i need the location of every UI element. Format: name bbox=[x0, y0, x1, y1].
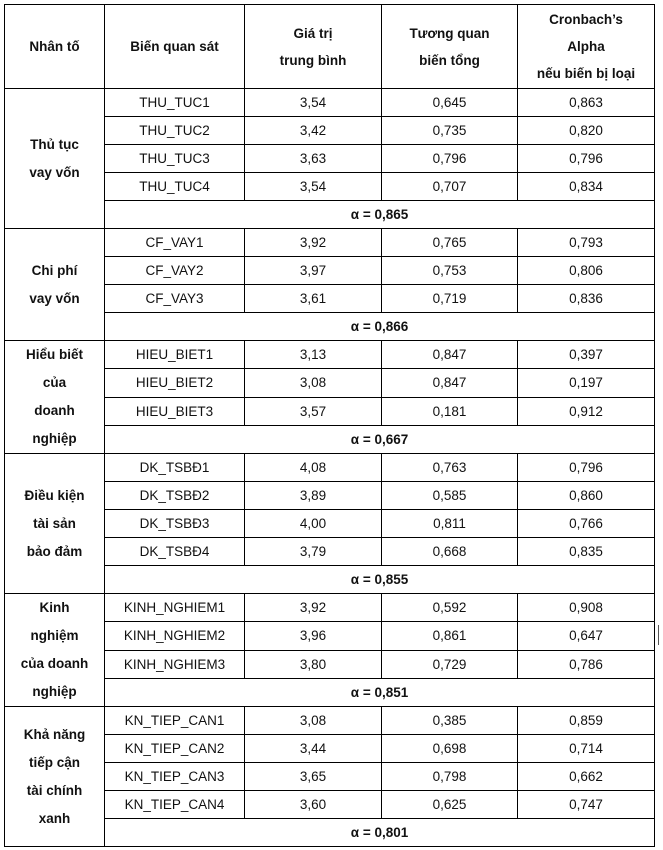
mean-cell: 3,54 bbox=[245, 89, 382, 117]
alpha-if-deleted-cell: 0,766 bbox=[518, 510, 655, 538]
table-body bbox=[5, 89, 655, 847]
correlation-cell: 0,385 bbox=[382, 707, 518, 735]
variable-cell: HIEU_BIET2 bbox=[105, 369, 245, 397]
factor-line: của doanh bbox=[20, 656, 89, 671]
factor-line: vay vốn bbox=[29, 164, 80, 180]
correlation-cell: 0,735 bbox=[382, 117, 518, 145]
factor-cell bbox=[5, 229, 105, 341]
mean-cell: 3,63 bbox=[245, 145, 382, 173]
alpha-if-deleted-cell: 0,796 bbox=[518, 145, 655, 173]
mean-cell: 3,60 bbox=[245, 791, 382, 819]
factor-line: nghiệp bbox=[32, 684, 77, 699]
variable-cell: HIEU_BIET1 bbox=[105, 341, 245, 369]
variable-cell: KN_TIEP_CAN4 bbox=[105, 791, 245, 819]
group-alpha-cell: α = 0,855 bbox=[105, 566, 655, 594]
alpha-if-deleted-cell: 0,397 bbox=[518, 341, 655, 369]
header-alpha-line2: Alpha bbox=[567, 39, 605, 54]
table-row bbox=[5, 229, 655, 257]
correlation-cell: 0,592 bbox=[382, 594, 518, 622]
correlation-cell: 0,645 bbox=[382, 89, 518, 117]
alpha-if-deleted-cell: 0,197 bbox=[518, 369, 655, 397]
correlation-cell: 0,753 bbox=[382, 257, 518, 285]
alpha-if-deleted-cell: 0,796 bbox=[518, 454, 655, 482]
variable-cell: CF_VAY2 bbox=[105, 257, 245, 285]
correlation-cell: 0,707 bbox=[382, 173, 518, 201]
mean-cell: 3,44 bbox=[245, 735, 382, 763]
header-corr-line1: Tương quan bbox=[409, 25, 490, 41]
variable-cell: KN_TIEP_CAN3 bbox=[105, 763, 245, 791]
alpha-if-deleted-cell: 0,747 bbox=[518, 791, 655, 819]
header-alpha-line3: nếu biến bị loại bbox=[536, 66, 636, 81]
header-row bbox=[5, 5, 655, 89]
factor-line: tài chính bbox=[26, 782, 83, 798]
variable-cell: KINH_NGHIEM1 bbox=[105, 594, 245, 622]
alpha-if-deleted-cell: 0,836 bbox=[518, 285, 655, 313]
correlation-cell: 0,698 bbox=[382, 735, 518, 763]
alpha-if-deleted-cell: 0,860 bbox=[518, 482, 655, 510]
mean-cell: 3,65 bbox=[245, 763, 382, 791]
alpha-if-deleted-cell: 0,647 bbox=[518, 622, 655, 650]
variable-cell: KN_TIEP_CAN1 bbox=[105, 707, 245, 735]
factor-line: doanh bbox=[34, 403, 75, 418]
variable-cell: KINH_NGHIEM3 bbox=[105, 650, 245, 678]
factor-line: nghiệm bbox=[30, 628, 79, 643]
mean-cell: 3,57 bbox=[245, 397, 382, 425]
correlation-cell: 0,847 bbox=[382, 341, 518, 369]
header-mean-line2: trung bình bbox=[279, 52, 347, 68]
header-mean-line1: Giá trị bbox=[293, 25, 333, 41]
reliability-table bbox=[4, 4, 655, 847]
factor-cell bbox=[5, 341, 105, 454]
factor-line: Điều kiện bbox=[24, 487, 85, 503]
alpha-if-deleted-cell: 0,859 bbox=[518, 707, 655, 735]
table-row bbox=[5, 454, 655, 482]
header-variable: Biến quan sát bbox=[105, 5, 245, 89]
mean-cell: 3,79 bbox=[245, 538, 382, 566]
variable-cell: HIEU_BIET3 bbox=[105, 397, 245, 425]
factor-line: Kinh bbox=[39, 600, 70, 615]
header-mean bbox=[245, 5, 382, 89]
alpha-if-deleted-cell: 0,786 bbox=[518, 650, 655, 678]
alpha-if-deleted-cell: 0,793 bbox=[518, 229, 655, 257]
variable-cell: DK_TSBĐ4 bbox=[105, 538, 245, 566]
correlation-cell: 0,847 bbox=[382, 369, 518, 397]
table-row bbox=[5, 707, 655, 735]
alpha-if-deleted-cell: 0,835 bbox=[518, 538, 655, 566]
variable-cell: CF_VAY3 bbox=[105, 285, 245, 313]
group-alpha-cell: α = 0,866 bbox=[105, 313, 655, 341]
table-row bbox=[5, 89, 655, 117]
mean-cell: 3,97 bbox=[245, 257, 382, 285]
header-alpha-if-deleted bbox=[518, 5, 655, 89]
factor-line: Hiểu biết bbox=[25, 347, 83, 362]
factor-line: Thủ tục bbox=[30, 136, 79, 152]
factor-cell bbox=[5, 89, 105, 229]
mean-cell: 3,96 bbox=[245, 622, 382, 650]
variable-cell: THU_TUC4 bbox=[105, 173, 245, 201]
correlation-cell: 0,625 bbox=[382, 791, 518, 819]
header-alpha-line1: Cronbach’s bbox=[549, 12, 623, 27]
alpha-if-deleted-cell: 0,662 bbox=[518, 763, 655, 791]
mean-cell: 3,89 bbox=[245, 482, 382, 510]
factor-cell bbox=[5, 594, 105, 707]
correlation-cell: 0,719 bbox=[382, 285, 518, 313]
header-corr-line2: biến tổng bbox=[419, 52, 480, 68]
alpha-if-deleted-cell: 0,834 bbox=[518, 173, 655, 201]
alpha-if-deleted-cell: 0,820 bbox=[518, 117, 655, 145]
text-cursor-marker bbox=[658, 625, 659, 645]
variable-cell: THU_TUC2 bbox=[105, 117, 245, 145]
header-factor: Nhân tố bbox=[5, 5, 105, 89]
mean-cell: 3,08 bbox=[245, 707, 382, 735]
correlation-cell: 0,765 bbox=[382, 229, 518, 257]
variable-cell: DK_TSBĐ2 bbox=[105, 482, 245, 510]
variable-cell: KINH_NGHIEM2 bbox=[105, 622, 245, 650]
alpha-if-deleted-cell: 0,912 bbox=[518, 397, 655, 425]
mean-cell: 4,00 bbox=[245, 510, 382, 538]
factor-cell bbox=[5, 454, 105, 594]
factor-line: bảo đảm bbox=[26, 543, 83, 559]
correlation-cell: 0,811 bbox=[382, 510, 518, 538]
correlation-cell: 0,798 bbox=[382, 763, 518, 791]
mean-cell: 3,13 bbox=[245, 341, 382, 369]
correlation-cell: 0,668 bbox=[382, 538, 518, 566]
mean-cell: 3,61 bbox=[245, 285, 382, 313]
table-row bbox=[5, 341, 655, 369]
factor-line: Khả năng bbox=[23, 726, 86, 742]
correlation-cell: 0,585 bbox=[382, 482, 518, 510]
correlation-cell: 0,796 bbox=[382, 145, 518, 173]
factor-line: của bbox=[42, 375, 67, 390]
alpha-if-deleted-cell: 0,714 bbox=[518, 735, 655, 763]
factor-line: vay vốn bbox=[29, 290, 80, 306]
variable-cell: DK_TSBĐ3 bbox=[105, 510, 245, 538]
factor-cell bbox=[5, 707, 105, 847]
group-alpha-cell: α = 0,851 bbox=[105, 678, 655, 706]
mean-cell: 3,80 bbox=[245, 650, 382, 678]
mean-cell: 3,42 bbox=[245, 117, 382, 145]
alpha-if-deleted-cell: 0,908 bbox=[518, 594, 655, 622]
mean-cell: 4,08 bbox=[245, 454, 382, 482]
group-alpha-cell: α = 0,865 bbox=[105, 201, 655, 229]
variable-cell: KN_TIEP_CAN2 bbox=[105, 735, 245, 763]
factor-line: Chi phí bbox=[31, 262, 78, 278]
variable-cell: THU_TUC3 bbox=[105, 145, 245, 173]
factor-line: tài sản bbox=[33, 515, 76, 531]
mean-cell: 3,54 bbox=[245, 173, 382, 201]
factor-line: nghiệp bbox=[32, 431, 77, 446]
header-correlation bbox=[382, 5, 518, 89]
table-row bbox=[5, 594, 655, 622]
correlation-cell: 0,729 bbox=[382, 650, 518, 678]
mean-cell: 3,08 bbox=[245, 369, 382, 397]
variable-cell: DK_TSBĐ1 bbox=[105, 454, 245, 482]
variable-cell: THU_TUC1 bbox=[105, 89, 245, 117]
variable-cell: CF_VAY1 bbox=[105, 229, 245, 257]
alpha-if-deleted-cell: 0,863 bbox=[518, 89, 655, 117]
factor-line: xanh bbox=[38, 810, 71, 826]
group-alpha-cell: α = 0,667 bbox=[105, 425, 655, 453]
mean-cell: 3,92 bbox=[245, 594, 382, 622]
correlation-cell: 0,861 bbox=[382, 622, 518, 650]
group-alpha-cell: α = 0,801 bbox=[105, 819, 655, 847]
mean-cell: 3,92 bbox=[245, 229, 382, 257]
correlation-cell: 0,763 bbox=[382, 454, 518, 482]
alpha-if-deleted-cell: 0,806 bbox=[518, 257, 655, 285]
factor-line: tiếp cận bbox=[28, 754, 80, 770]
correlation-cell: 0,181 bbox=[382, 397, 518, 425]
